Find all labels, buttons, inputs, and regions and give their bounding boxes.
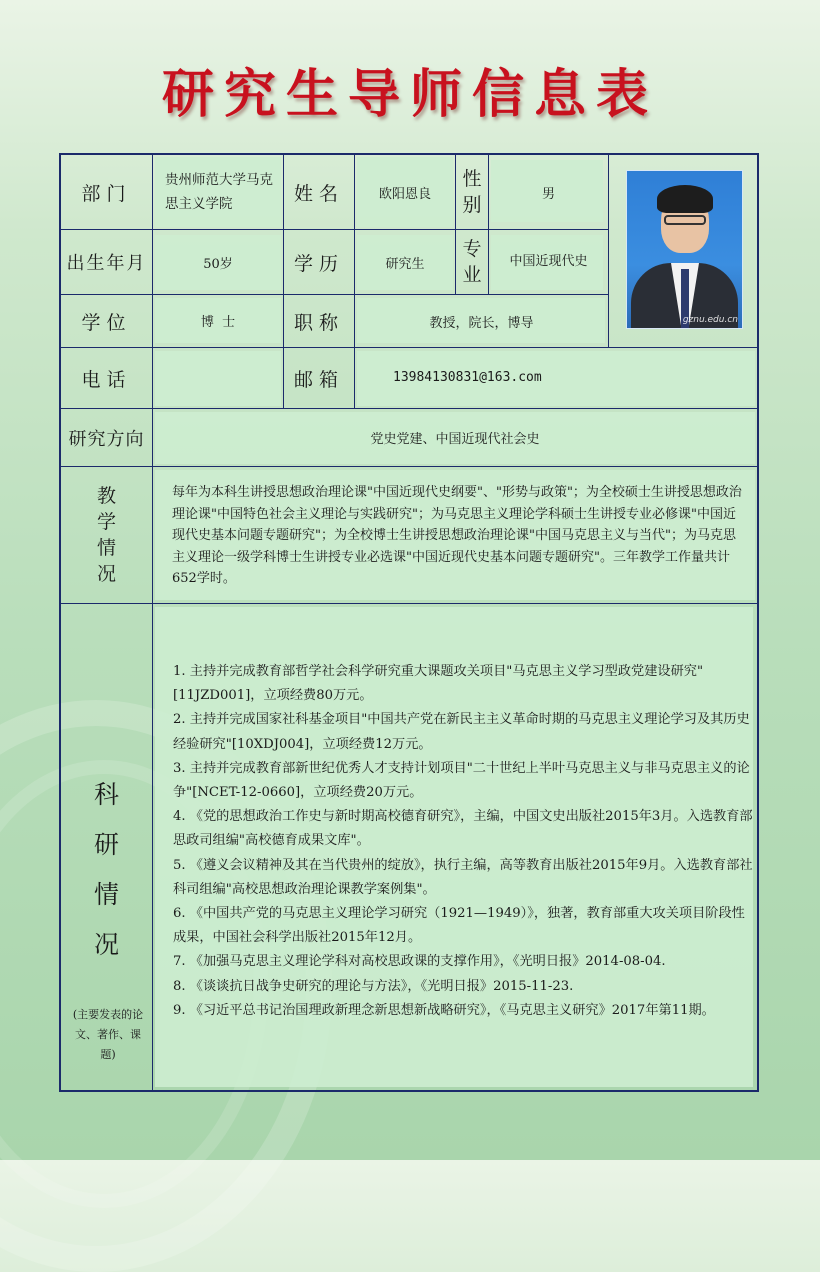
major-label [456,230,488,294]
page-title: 研究生导师信息表 [161,65,658,125]
education-value: 研究生 [385,256,425,272]
research-item: 7. 《加强马克思主义理论学科对高校思政课的支撑作用》，《光明日报》2014-08-04. [173,954,666,970]
table-row-divider [59,466,759,467]
research-item: 8. 《谈谈抗日战争史研究的理论与方法》，《光明日报》2015-11-23. [173,978,574,994]
research-item: 1. 主持并完成教育部哲学社会科学研究重大课题攻关项目"马克思主义学习型政党建设研究"[11JZD001]，立项经费80万元。 [173,664,704,704]
phone-value [153,348,283,408]
name-label: 姓名 [293,182,344,205]
table-border-bottom [59,1090,759,1092]
research-list [173,660,753,1023]
gender-label [456,155,488,229]
research-label-text: 科研情况 [93,780,119,959]
photo-hair [657,185,713,213]
name-value: 欧阳恩良 [378,186,431,202]
research-item: 9. 《习近平总书记治国理政新理念新思想新战略研究》，《马克思主义研究》2017年第11期。 [173,1002,715,1018]
research-direction-value: 党史党建、中国近现代社会史 [370,432,540,447]
research-item: 5. 《遵义会议精神及其在当代贵州的绽放》，执行主编，高等教育出版社2015年9月。入选教育部社科司组编"高校思想政治理论课教学案例集"。 [173,857,753,897]
teaching-label-text: 教学情况 [96,485,116,585]
advisor-photo [626,170,743,329]
research-note: (主要发表的论文、著作、课题) [72,1008,144,1061]
teaching-text: 每年为本科生讲授思想政治理论课"中国近现代史纲要"、"形势与政策"；为全校硕士生讲授思想政治理论课"中国特色社会主义理论与实践研究"；为马克思主义理论学科硕士生讲授专业必修课"中国近现代史基本问题专题研究"；为全校博士生讲授思想政治理论课"中国马克思主义与当代"；为马克思主义理论一级学科博士生讲授专业必选课"中国近现代史基本问题专题研究"。三年教学工作量共计652学时。 [172,485,742,586]
table-border-right [757,153,759,1092]
email-label: 邮箱 [293,368,344,391]
teaching-label [61,467,152,603]
table-row-divider [59,603,759,604]
degree-value: 博 士 [200,315,236,330]
department-label: 部门 [81,182,132,205]
department-value: 贵州师范大学马克思主义学院 [165,172,273,212]
photo-glasses [664,215,706,225]
birth-value: 50岁 [203,256,233,272]
research-item: 6. 《中国共产党的马克思主义理论学习研究（1921—1949）》，独著，教育部重大攻关项目阶段性成果，中国社会科学出版社2015年12月。 [173,906,745,946]
birth-label: 出生年月 [66,253,147,274]
education-label: 学历 [293,252,344,275]
major-value: 中国近现代史 [509,254,588,269]
table-col-divider [608,153,609,347]
photo-watermark: gznu.edu.cn [682,315,738,325]
research-direction-label: 研究方向 [68,428,145,450]
major-label-text: 专业 [462,238,482,286]
gender-label-text: 性别 [462,168,482,216]
research-item: 4. 《党的思想政治工作史与新时期高校德育研究》，主编，中国文史出版社2015年3月。入选教育部思政司组编"高校德育成果文库"。 [173,809,753,849]
phone-label: 电话 [81,368,132,391]
title-value: 教授，院长，博导 [429,315,534,331]
title-label: 职称 [293,311,344,334]
degree-label: 学位 [81,311,132,334]
research-item: 2. 主持并完成国家社科基金项目"中国共产党在新民主主义革命时期的马克思主义理论学习及其历史经验研究"[10XDJ004]，立项经费12万元。 [173,712,750,752]
gender-value: 男 [541,186,555,202]
email-value: 13984130831@163.com [393,370,542,385]
research-label [61,770,152,970]
research-item: 3. 主持并完成教育部新世纪优秀人才支持计划项目"二十世纪上半叶马克思主义与非马克思主义的论争"[NCET-12-0660]，立项经费20万元。 [173,760,750,801]
